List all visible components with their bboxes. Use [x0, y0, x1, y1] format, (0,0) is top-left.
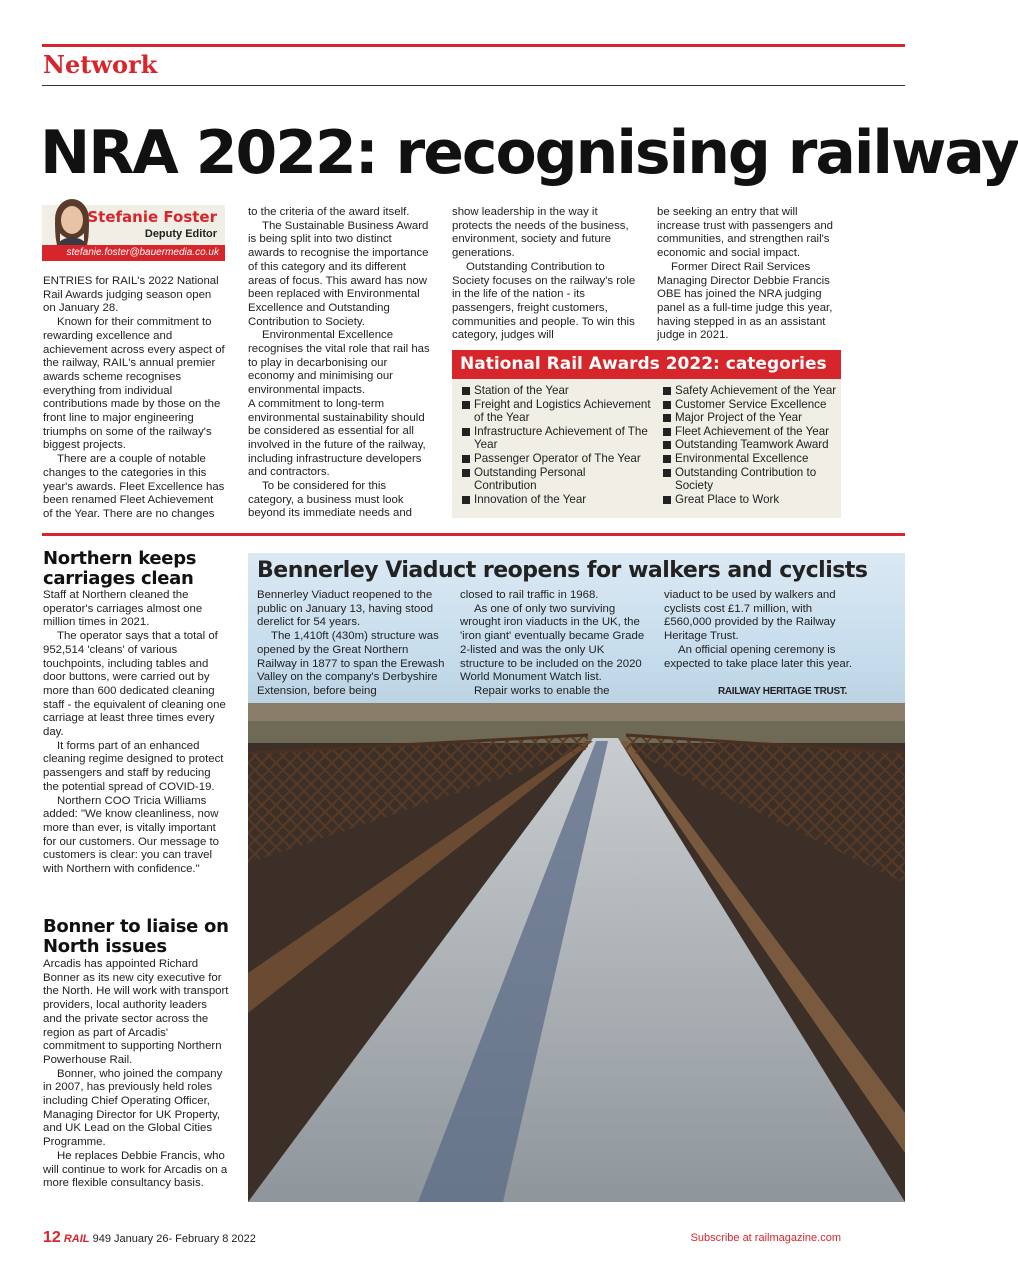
paragraph: Environmental Excellence recognises the vital role that rail has to play in decarbonising our economy and minimising our environmental impacts.	[248, 329, 430, 397]
bonner-headline: Bonner to liaise on North issues	[43, 916, 229, 957]
main-story-col1	[43, 275, 225, 522]
paragraph: It forms part of an enhanced cleaning regime designed to protect passengers and staff by reducing the potential spread of COVID-19.	[43, 739, 224, 793]
main-story-col4	[657, 206, 842, 343]
list-item: Safety Achievement of the Year	[662, 384, 840, 398]
author-email[interactable]: stefanie.foster@bauermedia.co.uk	[42, 245, 225, 261]
paragraph: An official opening ceremony is expected to take place later this year.	[664, 643, 853, 670]
paragraph: Bennerley Viaduct reopened to the public on January 13, having stood derelict for 54 years.	[257, 589, 434, 629]
author-role: Deputy Editor	[144, 228, 217, 240]
list-item: Outstanding Teamwork Award	[662, 438, 840, 452]
paragraph: The operator says that a total of 952,514 'cleans' of various touchpoints, including tables and door buttons, were carried out by more than 600 dedicated cleaning staff - the equivalent of cleaning one carriage at least three times every day.	[43, 630, 226, 739]
main-story-col2	[248, 206, 431, 521]
paragraph: viaduct to be used by walkers and cyclists cost £1.7 million, with £560,000 provided by the Railway Heritage Trust.	[664, 589, 836, 643]
list-item: Great Place to Work	[662, 493, 840, 507]
paragraph: The 1,410ft (430m) structure was opened by the Great Northern Railway in 1877 to span the Erewash Valley on the company's Derbyshire Extension, before being	[257, 630, 445, 697]
page-headline: NRA 2022: recognising railway	[40, 118, 1018, 188]
northern-story	[43, 589, 229, 877]
list-item: Freight and Logistics Achievement of the Year	[461, 398, 651, 425]
viaduct-col3	[664, 589, 854, 671]
list-item: Fleet Achievement of the Year	[662, 425, 840, 439]
list-item: Station of the Year	[461, 384, 651, 398]
paragraph: closed to rail traffic in 1968.	[460, 589, 599, 601]
viaduct-col2	[460, 589, 648, 699]
viaduct-feature	[248, 553, 905, 1202]
paragraph: Former Direct Rail Services Managing Director Debbie Francis OBE has joined the NRA judging panel as a full-time judge this year, having stepped in as an assistant judge in 2021.	[657, 260, 833, 342]
list-item: Outstanding Contribution to Society	[662, 466, 840, 493]
paragraph: Northern COO Tricia Williams added: "We know cleanliness, now more than ever, is vitally important for our customers. Our message to customers is clear: you can travel with Northern with confidence."	[43, 794, 219, 876]
categories-list-left	[461, 384, 651, 506]
list-item: Infrastructure Achievement of The Year	[461, 425, 651, 452]
section-title: Network	[43, 50, 158, 79]
paragraph: show leadership in the way it protects the needs of the business, environment, society and future generations.	[452, 206, 629, 260]
list-item: Major Project of the Year	[662, 411, 840, 425]
categories-list-right	[662, 384, 840, 506]
paragraph: The Sustainable Business Award is being split into two distinct awards to recognise the importance of this category and its different areas of focus. This award has now been replaced with Environmental Excellence and Outstanding Contribution to Society.	[248, 219, 429, 328]
issue-dates: January 26- February 8 2022	[114, 1233, 256, 1245]
paragraph: There are a couple of notable changes to the categories in this year's awards. Fleet Excellence has been renamed Fleet Achievement of the Year. There are no changes	[43, 453, 225, 520]
viaduct-col1	[257, 589, 445, 699]
top-rule	[42, 44, 905, 47]
paragraph: He replaces Debbie Francis, who will continue to work for Arcadis on a more flexible consultancy basis.	[43, 1149, 228, 1190]
section-rule	[42, 85, 905, 86]
paragraph: A commitment to long-term environmental sustainability should be considered as essential for all involved in the future of the railway, including infrastructure developers and contractors.	[248, 397, 426, 479]
main-story-col3	[452, 206, 638, 343]
paragraph: to the criteria of the award itself.	[248, 206, 410, 218]
mid-rule	[42, 533, 905, 536]
magazine-name: RAIL	[63, 1233, 90, 1245]
paragraph: Staff at Northern cleaned the operator's carriages almost one million times in 2021.	[43, 589, 203, 629]
paragraph: To be considered for this category, a business must look beyond its immediate needs and	[248, 480, 413, 520]
list-item: Passenger Operator of The Year	[461, 452, 651, 466]
list-item: Innovation of the Year	[461, 493, 651, 507]
list-item: Environmental Excellence	[662, 452, 840, 466]
viaduct-headline: Bennerley Viaduct reopens for walkers and cyclists	[257, 558, 868, 583]
paragraph: be seeking an entry that will increase trust with passengers and communities, and strengthen rail's economic and social impact.	[657, 206, 834, 260]
list-item: Customer Service Excellence	[662, 398, 840, 412]
issue-number: 949	[92, 1233, 111, 1245]
categories-box	[452, 350, 841, 518]
bonner-story	[43, 958, 229, 1191]
author-name: Stefanie Foster	[87, 208, 217, 226]
page-number: 12	[43, 1229, 61, 1246]
paragraph: ENTRIES for RAIL's 2022 National Rail Awards judging season open on January 28.	[43, 275, 219, 315]
photo-credit: RAILWAY HERITAGE TRUST.	[717, 686, 847, 697]
list-item: Outstanding Personal Contribution	[461, 466, 651, 493]
subscribe-link[interactable]: Subscribe at railmagazine.com	[690, 1232, 841, 1244]
paragraph: Known for their commitment to rewarding excellence and achievement across every aspect of the railway, RAIL's annual premier awards scheme recognises everything from individual contributions made by those on the front line to major engineering triumphs on some of the railway's biggest projects.	[43, 316, 225, 452]
paragraph: As one of only two surviving wrought iron viaducts in the UK, the 'iron giant' eventually became Grade 2-listed and was the only UK structure to be included on the 2020 World Monument Watch list.	[460, 602, 645, 684]
paragraph: Repair works to enable the	[474, 684, 610, 697]
northern-headline: Northern keeps carriages clean	[43, 548, 197, 589]
page-footer	[43, 1229, 256, 1247]
paragraph: Bonner, who joined the company in 2007, has previously held roles including Chief Operating Officer, Managing Director for UK Property, and UK Lead on the Global Cities Programme.	[43, 1067, 223, 1149]
paragraph: Arcadis has appointed Richard Bonner as its new city executive for the North. He will work with transport providers, local authority leaders and the private sector across the region as part of Arcadis' commitment to supporting Northern Powerhouse Rail.	[43, 958, 229, 1066]
paragraph: Outstanding Contribution to Society focuses on the railway's role in the life of the nation - its passengers, freight customers, communities and people. To win this category, judges will	[452, 260, 636, 342]
categories-title: National Rail Awards 2022: categories	[452, 350, 841, 379]
author-panel	[42, 205, 225, 258]
